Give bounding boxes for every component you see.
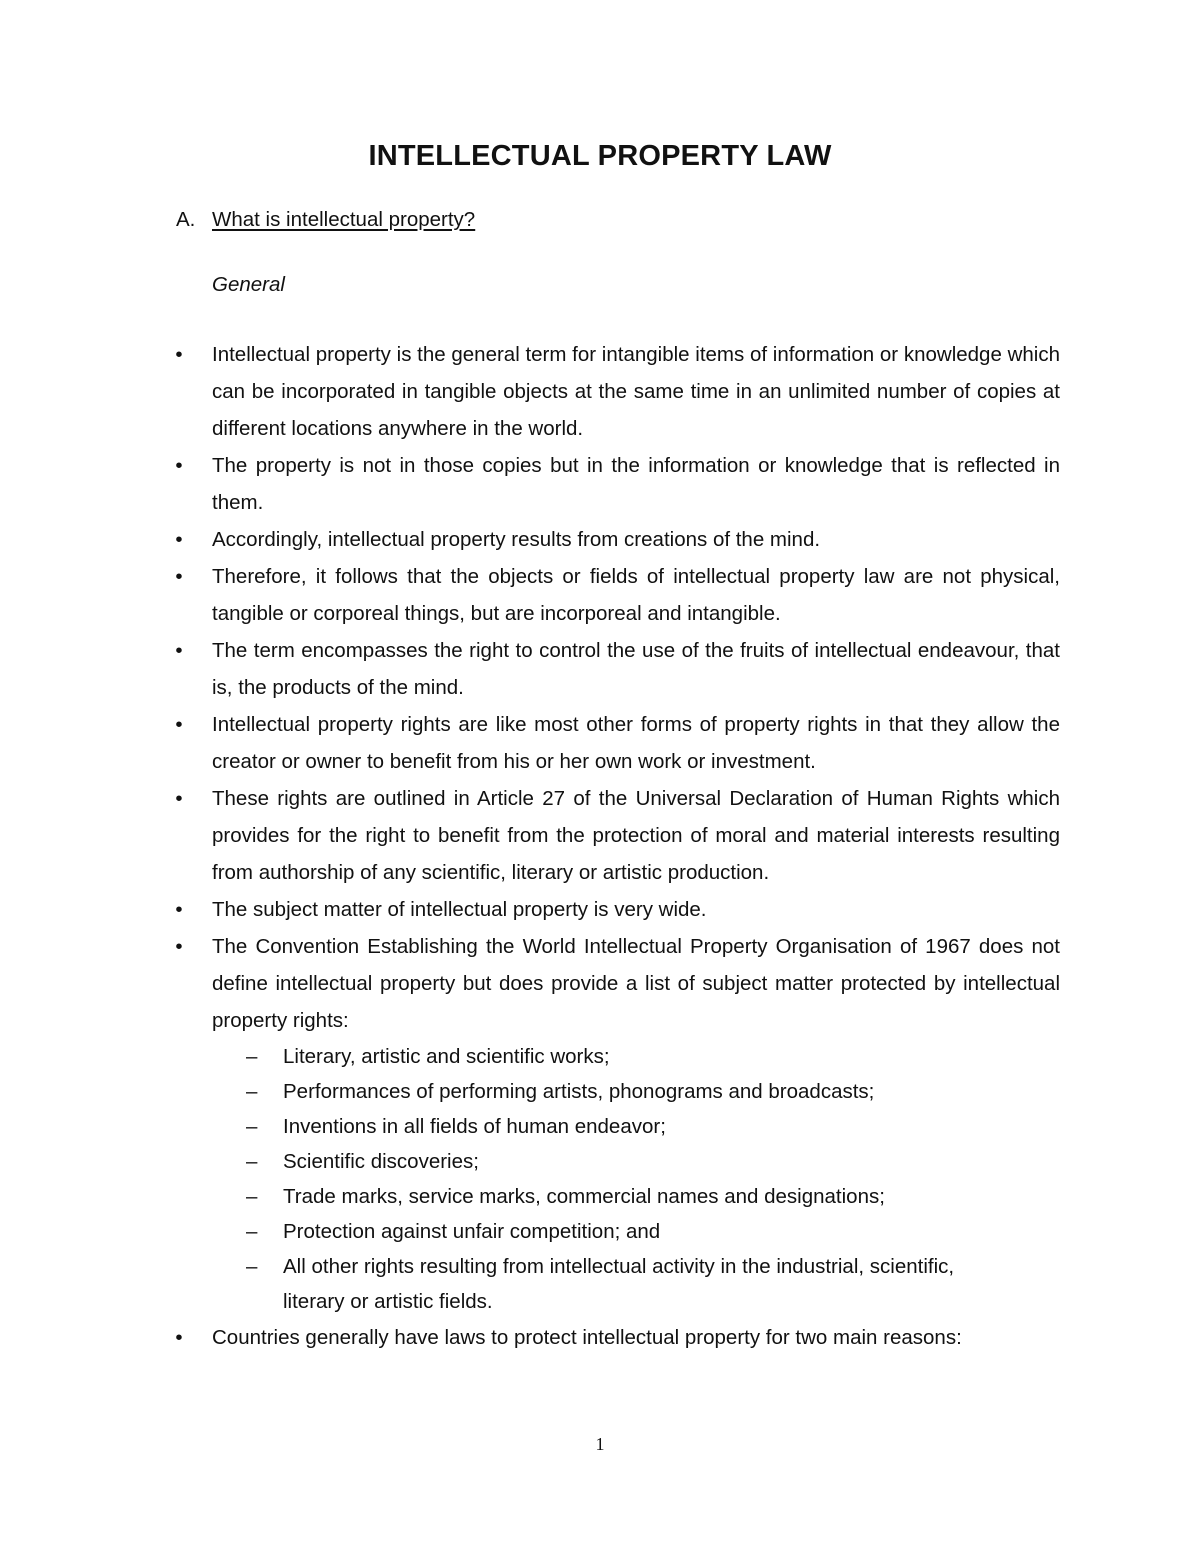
bullet-item	[0, 336, 1060, 447]
section-heading-text: What is intellectual property?	[212, 208, 476, 231]
sub-list-item	[212, 1249, 998, 1319]
bullet-text: These rights are outlined in Article 27 of the Universal Declaration of Human Rights which provides for the right to benefit from the protection of moral and material interests resulting from authorship of any scientific, literary or artistic production.	[212, 787, 1060, 884]
sub-list-item	[212, 1179, 998, 1214]
bullet-point-icon: •	[175, 528, 183, 551]
dash-icon: –	[246, 1080, 258, 1103]
section-heading	[176, 208, 475, 232]
bullet-text: The Convention Establishing the World Intellectual Property Organisation of 1967 does not define intellectual property but does provide a list of subject matter protected by intellectual property rights:	[212, 935, 1060, 1032]
sub-list-item	[212, 1144, 998, 1179]
dash-icon: –	[246, 1045, 258, 1068]
bullet-text: Therefore, it follows that the objects or fields of intellectual property law are not physical, tangible or corporeal things, but are incorporeal and intangible.	[212, 565, 1060, 625]
sub-list-item	[212, 1039, 998, 1074]
document-title: INTELLECTUAL PROPERTY LAW	[368, 140, 832, 172]
bullet-point-icon: •	[175, 713, 183, 736]
bullet-item	[0, 891, 1060, 928]
bullet-text: The subject matter of intellectual property is very wide.	[212, 898, 707, 921]
bullet-item	[0, 447, 1060, 521]
bullet-point-icon: •	[175, 343, 183, 366]
bullet-text: Intellectual property rights are like most other forms of property rights in that they allow the creator or owner to benefit from his or her own work or investment.	[212, 713, 1060, 773]
bullet-text: Countries generally have laws to protect intellectual property for two main reasons:	[212, 1326, 962, 1349]
dash-icon: –	[246, 1185, 258, 1208]
bullet-point-icon: •	[175, 935, 183, 958]
sub-list-text: Inventions in all fields of human endeavor;	[283, 1115, 666, 1138]
bullet-point-icon: •	[175, 639, 183, 662]
bullet-text: The property is not in those copies but in the information or knowledge that is reflected in them.	[212, 454, 1060, 514]
sub-list-item	[212, 1109, 998, 1144]
page-number: 1	[595, 1434, 605, 1454]
dash-icon: –	[246, 1150, 258, 1173]
sub-list-text: Scientific discoveries;	[283, 1150, 479, 1173]
dash-icon: –	[246, 1255, 258, 1278]
bullet-point-icon: •	[175, 787, 183, 810]
sub-list-text: Performances of performing artists, phonograms and broadcasts;	[283, 1080, 875, 1103]
sub-list-text: Trade marks, service marks, commercial names and designations;	[283, 1185, 885, 1208]
bullet-item	[0, 558, 1060, 632]
section-letter: A.	[176, 208, 196, 231]
bullet-point-icon: •	[175, 1326, 183, 1349]
sub-list-item	[212, 1074, 998, 1109]
bullet-item	[0, 1319, 1060, 1356]
bullet-text: Accordingly, intellectual property results from creations of the mind.	[212, 528, 821, 551]
bullet-list	[0, 336, 1200, 1356]
bullet-text: The term encompasses the right to control the use of the fruits of intellectual endeavour, that is, the products of the mind.	[212, 639, 1060, 699]
bullet-point-icon: •	[175, 454, 183, 477]
sub-list-text: Protection against unfair competition; and	[283, 1220, 661, 1243]
sub-list-text: Literary, artistic and scientific works;	[283, 1045, 610, 1068]
bullet-point-icon: •	[175, 898, 183, 921]
dash-icon: –	[246, 1115, 258, 1138]
bullet-item	[0, 928, 1060, 1319]
sub-list-item	[212, 1214, 998, 1249]
sub-list-text: All other rights resulting from intellectual activity in the industrial, scientific, literary or artistic fields.	[283, 1255, 955, 1313]
bullet-point-icon: •	[175, 565, 183, 588]
sub-list	[212, 1039, 1060, 1319]
bullet-text: Intellectual property is the general term for intangible items of information or knowledge which can be incorporated in tangible objects at the same time in an unlimited number of copies at different locations anywhere in the world.	[212, 343, 1060, 440]
bullet-item	[0, 521, 1060, 558]
subheading-general: General	[212, 273, 285, 296]
bullet-item	[0, 632, 1060, 706]
bullet-item	[0, 780, 1060, 891]
bullet-item	[0, 706, 1060, 780]
dash-icon: –	[246, 1220, 258, 1243]
